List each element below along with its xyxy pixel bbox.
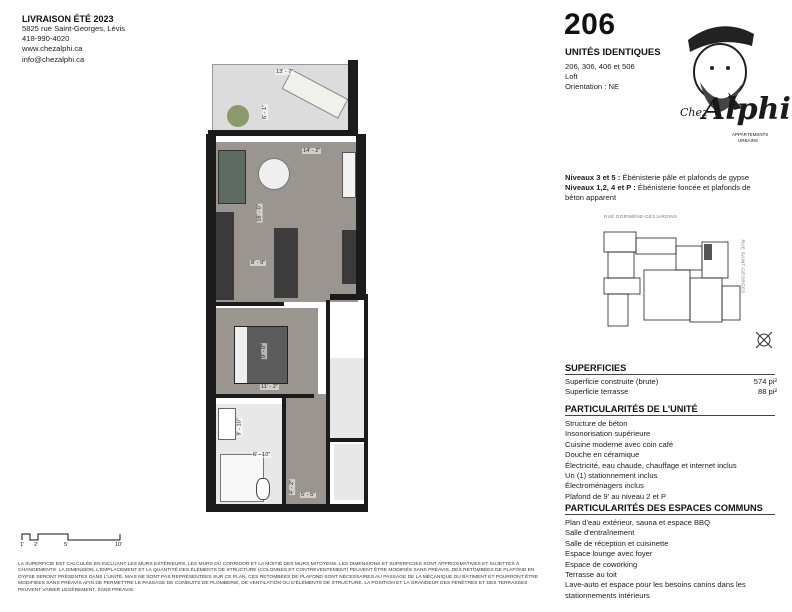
list-item: Cuisine moderne avec coin café bbox=[565, 439, 674, 449]
captain-illustration bbox=[668, 12, 780, 162]
scale-bar bbox=[20, 530, 130, 552]
kitchen-island bbox=[274, 228, 298, 298]
common-features-rule bbox=[565, 514, 775, 515]
superficie-row bbox=[565, 377, 777, 387]
list-item: Espace lounge avec foyer bbox=[565, 549, 653, 559]
logo-alphi: Alphi bbox=[702, 92, 791, 127]
terrace bbox=[212, 64, 358, 134]
levels-2-text: Ébénisterie foncée et plafonds de bbox=[635, 183, 751, 192]
counter bbox=[216, 212, 234, 300]
logo-tagline-1: APPARTEMENTS bbox=[732, 132, 769, 137]
common-features-title: PARTICULARITÉS DES ESPACES COMMUNS bbox=[565, 503, 763, 513]
contact-block bbox=[22, 14, 202, 65]
unit-features-list bbox=[565, 419, 780, 502]
bedroom-depth-dim: 9' - 0" bbox=[261, 343, 268, 359]
floor-plan bbox=[200, 58, 380, 518]
terrace-depth-dim: 6' - 1" bbox=[262, 104, 269, 120]
levels-info bbox=[565, 173, 780, 203]
street-top: RUE DORIMÈNE-DESJARDINS bbox=[604, 214, 678, 219]
list-item: stationnements intérieurs bbox=[565, 590, 650, 600]
levels-1-label: Niveaux 3 et 5 : bbox=[565, 173, 621, 182]
superficie-row bbox=[565, 387, 777, 397]
kitchen-dim: 8' - 9" bbox=[251, 260, 266, 266]
orientation: Orientation : NE bbox=[565, 82, 620, 91]
superficies-title: SUPERFICIES bbox=[565, 363, 627, 373]
levels-3-text: béton apparent bbox=[565, 193, 617, 202]
site-plan-drawing bbox=[600, 226, 750, 336]
closet2-floor bbox=[334, 444, 364, 500]
identical-units: 206, 306, 406 et 506 bbox=[565, 62, 635, 71]
bath-width-dim: 6' - 10" bbox=[253, 452, 271, 458]
superficie-value: 574 pi² bbox=[753, 377, 777, 386]
list-item: Structure de béton bbox=[565, 419, 628, 428]
north-compass-icon bbox=[754, 330, 774, 350]
list-item: Douche en céramique bbox=[565, 450, 640, 460]
vanity bbox=[218, 408, 236, 440]
superficie-label: Superficie terrasse bbox=[565, 387, 629, 397]
sofa bbox=[218, 150, 246, 204]
superficies-rule bbox=[565, 374, 775, 375]
round-rug bbox=[258, 158, 290, 190]
levels-2-label: Niveaux 1,2, 4 et P : bbox=[565, 183, 636, 192]
list-item: Terrasse au toit bbox=[565, 570, 617, 580]
living-width-dim: 14' - 2" bbox=[303, 148, 321, 154]
tv-unit bbox=[342, 152, 356, 198]
website-link[interactable]: www.chezalphi.ca bbox=[22, 44, 83, 54]
street-right: RUE SAINT-GEORGES bbox=[740, 239, 746, 294]
closet-depth-dim: 4' - 2" bbox=[289, 479, 296, 495]
living-depth-dim: 16' - 0" bbox=[256, 204, 263, 222]
address: 5825 rue Saint-Georges, Lévis bbox=[22, 24, 125, 33]
scale-label-2: 2' bbox=[34, 542, 39, 548]
superficie-label: Superficie construite (brute) bbox=[565, 377, 659, 386]
unit-number: 206 bbox=[564, 8, 616, 41]
identical-units-title: UNITÉS IDENTIQUES bbox=[565, 47, 661, 58]
unit-info bbox=[565, 62, 635, 92]
superficies-table bbox=[565, 377, 777, 398]
lounge-chair bbox=[282, 69, 349, 118]
logo-chez: Chez bbox=[680, 106, 708, 119]
scale-label-1: 1' bbox=[20, 542, 25, 548]
toilet bbox=[256, 478, 270, 500]
list-item: Électroménagers inclus bbox=[565, 481, 644, 491]
levels-1-text: Ébénisterie pâle et plafonds de gypse bbox=[620, 173, 750, 182]
unit-features-title: PARTICULARITÉS DE L'UNITÉ bbox=[565, 404, 698, 414]
list-item: Salle d'entraînement bbox=[565, 528, 635, 538]
terrace-width-dim: 13' - 7" bbox=[276, 69, 294, 75]
list-item: Salle de réception et cuisinette bbox=[565, 538, 669, 548]
common-features-list bbox=[565, 518, 785, 601]
brand-logo bbox=[668, 12, 791, 162]
superficie-value: 88 pi² bbox=[758, 387, 777, 397]
key-plan bbox=[600, 214, 760, 334]
logo-tagline-2: URBAINS bbox=[738, 138, 759, 143]
bedroom-width-dim: 11' - 2" bbox=[261, 384, 278, 390]
delivery-date: LIVRAISON ÉTÉ 2023 bbox=[22, 14, 114, 24]
scale-label-10: 10' bbox=[115, 542, 123, 548]
phone: 418-990-4020 bbox=[22, 34, 70, 44]
plant bbox=[227, 105, 249, 127]
disclaimer: LA SUPERFICIE EST CALCULÉE EN INCLUANT LES MURS EXTÉRIEURS, LES MURS DU CORRIDOR ET LA MOITIÉ DES MURS MITOYENS. LES DIMENSIONS ET SUPERFICIES SONT APPROXIMATIVES ET SUJETTES À CHANGEMENTS. LA DIMENSION, L'EMPLACEMENT ET LA QUANTITÉ DES ÉLÉMENTS DE STRUCTURE (COLONNES ET CONTREVENTEMENT) PEUVENT ÊTRE MODIFIÉS SANS PRÉAVIS. DES RETOMBÉES DE PLAFOND EN GYPSE SERONT PRÉSENTES DANS L'UNITÉ, MAIS NE SONT PAS REPRÉSENTÉES SUR CE PLAN. CES RETOMBÉES DE PLAFOND SONT NÉCESSAIRES AU PASSAGE DE LA MÉCANIQUE DU BÂTIMENT ET POURRONT ÊTRE MODIFIÉES SANS PRÉAVIS AFIN DE PERMETTRE LE PASSAGE DE CONDUITS DE PLOMBERIE, DE VENTILATION OU D'ÉLÉMENTS DE STRUCTURE. LA POSITION ET LA GRANDEUR DES FENÊTRES ET DES TERRASSES PEUVENT VARIER LÉGÈREMENT, SANS PRÉAVIS. bbox=[18, 562, 539, 593]
closet-floor bbox=[330, 358, 364, 438]
list-item: Plan d'eau extérieur, sauna et espace BBQ bbox=[565, 518, 710, 527]
email-link[interactable]: info@chezalphi.ca bbox=[22, 54, 85, 64]
list-item: Espace de coworking bbox=[565, 559, 638, 569]
closet-width-dim: 5' - 5" bbox=[301, 492, 316, 498]
list-item: Plafond de 9' au niveau 2 et P bbox=[565, 491, 667, 501]
list-item: Insonorisation supérieure bbox=[565, 429, 651, 439]
desk bbox=[342, 230, 356, 284]
unit-features-rule bbox=[565, 415, 775, 416]
bath-depth-dim: 9' - 10" bbox=[236, 418, 243, 436]
scale-label-5: 5' bbox=[64, 542, 69, 548]
unit-type: Loft bbox=[565, 72, 578, 81]
list-item: Électricité, eau chaude, chauffage et internet inclus bbox=[565, 460, 737, 470]
list-item: Lave-auto et espace pour les besoins canins dans les bbox=[565, 580, 746, 590]
list-item: Un (1) stationnement inclus bbox=[565, 471, 658, 481]
